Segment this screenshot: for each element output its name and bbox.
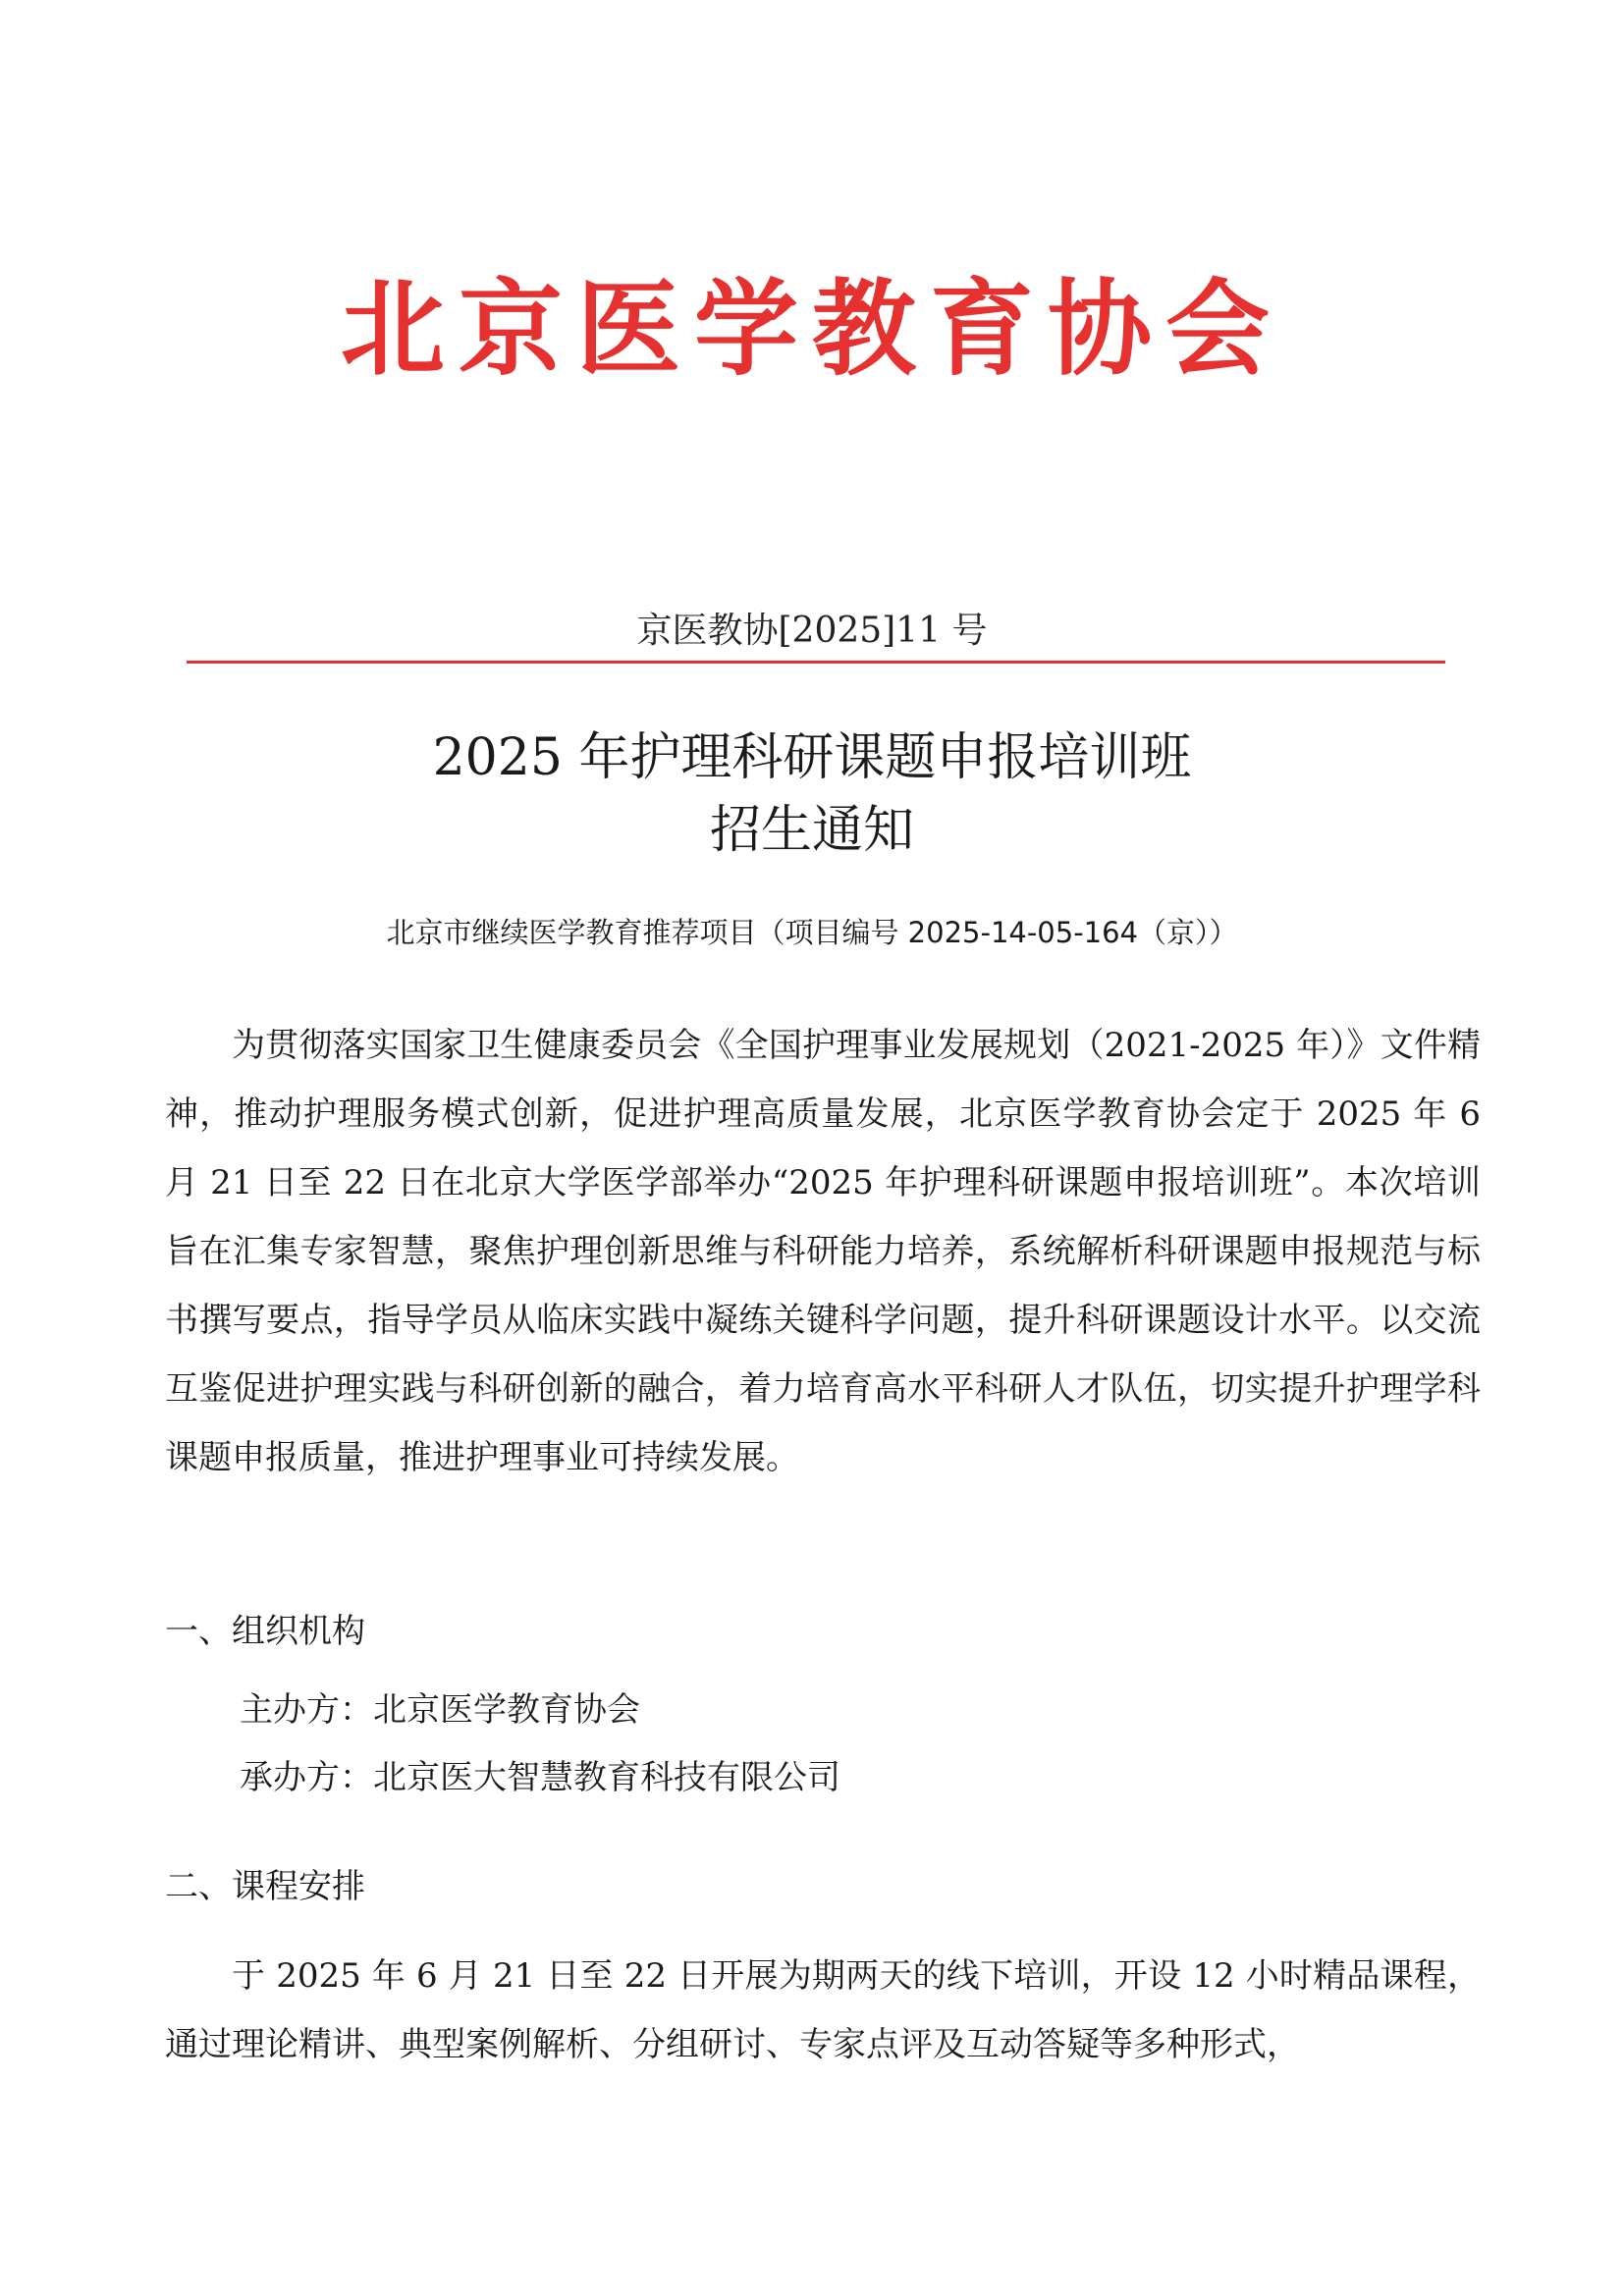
red-divider-line bbox=[187, 661, 1445, 664]
section-heading-course: 二、课程安排 bbox=[165, 1867, 365, 1906]
section-heading-organization: 一、组织机构 bbox=[165, 1612, 365, 1651]
masthead-title: 北京医学教育协会 bbox=[341, 267, 1283, 390]
course-paragraph: 于 2025 年 6 月 21 日至 22 日开展为期两天的线下培训，开设 12 小时精品课程，通过理论精讲、典型案例解析、分组研讨、专家点评及互动答疑等多种形式， bbox=[165, 1956, 1481, 2064]
intro-paragraph bbox=[165, 1011, 1481, 1492]
organizer-line: 承办方：北京医大智慧教育科技有限公司 bbox=[240, 1758, 840, 1797]
notice-title-line2: 招生通知 bbox=[709, 801, 914, 860]
project-subtitle: 北京市继续医学教育推荐项目（项目编号 2025-14-05-164（京）） bbox=[386, 916, 1238, 949]
document-number: 京医教协[2025]11 号 bbox=[636, 611, 988, 651]
notice-title-line1: 2025 年护理科研课题申报培训班 bbox=[432, 728, 1192, 787]
notice-title bbox=[0, 721, 1624, 867]
host-line: 主办方：北京医学教育协会 bbox=[240, 1690, 640, 1730]
intro-paragraph-text: 为贯彻落实国家卫生健康委员会《全国护理事业发展规划（2021-2025 年）》文件精神，推动护理服务模式创新，促进护理高质量发展，北京医学教育协会定于 2025 年 6 月 21 日至 22 日在北京大学医学部举办“2025 年护理科研课题申报培训班”。本次培训旨在汇集专家智慧，聚焦护理创新思维与科研能力培养，系统解析科研课题申报规范与标书撰写要点，指导学员从临床实践中凝练关键科学问题，提升科研课题设计水平。以交流互鉴促进护理实践与科研创新的融合，着力培育高水平科研人才队伍，切实提升护理学科课题申报质量，推进护理事业可持续发展。 bbox=[165, 1026, 1481, 1477]
